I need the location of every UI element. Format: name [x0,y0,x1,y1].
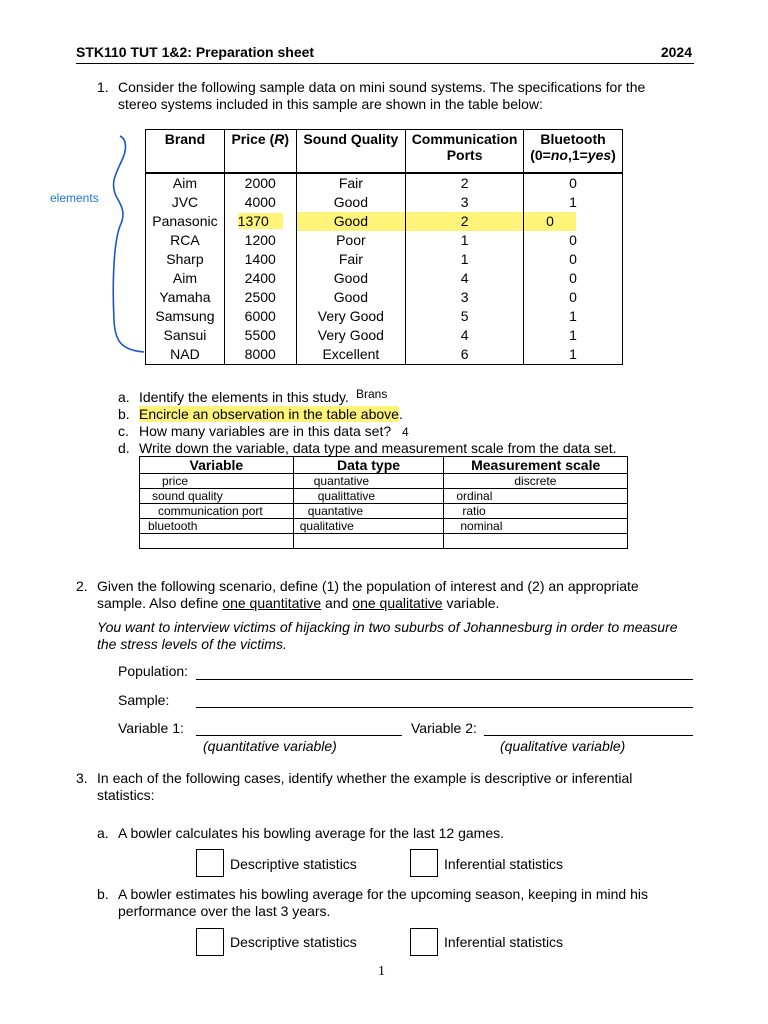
ports-cell: 4 [406,269,524,288]
col-header-communication-ports: Communication Ports [406,130,524,173]
q3b-text-line1: A bowler estimates his bowling average for the upcoming season, keeping in mind his [118,886,648,902]
brand-cell: RCA [146,231,225,250]
price-cell: 1370 [224,212,296,231]
q1a-text: Identify the elements in this study. [139,389,349,405]
brand-cell: Panasonic [146,212,225,231]
quality-cell: Very Good [296,307,406,326]
q3a-label: a. [97,825,109,841]
table-row [146,288,623,307]
variable2-label: Variable 2: [411,720,477,736]
brand-cell: Sansui [146,326,225,345]
ports-cell: 6 [406,345,524,365]
q3-intro-line1: In each of the following cases, identify whether the example is descriptive or inferential [97,770,633,786]
bluetooth-cell: 1 [524,307,623,326]
variable-cell: bluetooth [140,519,294,534]
q1b-label: b. [118,406,130,422]
col-header-variable: Variable [140,457,294,474]
variable1-hint: (quantitative variable) [203,738,337,754]
table-row [146,193,623,212]
population-answer-line[interactable] [196,679,693,680]
table-row [140,474,628,489]
q3b-descriptive-label: Descriptive statistics [230,934,357,950]
q1a-answer: Brans [356,387,388,401]
quality-cell: Fair [296,173,406,193]
table-row [146,307,623,326]
q3b-label: b. [97,886,109,902]
table-row [140,489,628,504]
ports-cell: 2 [406,173,524,193]
q3a-inferential-checkbox[interactable] [410,849,438,877]
bluetooth-cell: 0 [524,250,623,269]
price-cell: 5500 [224,326,296,345]
quality-cell: Good [296,212,406,231]
q3b-inferential-label: Inferential statistics [444,934,564,950]
col-header-sound-quality: Sound Quality [296,130,406,173]
table-row [146,250,623,269]
page-number: 1 [378,964,385,979]
scale-cell: ratio [444,504,628,519]
col-header-measurement-scale: Measurement scale [444,457,628,474]
price-cell: 2400 [224,269,296,288]
bluetooth-cell: 0 [524,269,623,288]
q3-intro-line2: statistics: [97,787,155,803]
table-row [146,173,623,193]
q1d-text: Write down the variable, data type and measurement scale from the data set. [139,440,617,456]
q1-number: 1. [97,79,109,95]
scale-cell [444,534,628,549]
col-header-data-type: Data type [293,457,444,474]
elements-annotation: elements [50,191,99,205]
price-cell: 1200 [224,231,296,250]
scale-cell: ordinal [444,489,628,504]
population-label: Population: [118,663,189,679]
scale-cell: nominal [444,519,628,534]
variable-cell: communication port [140,504,294,519]
q1-intro-line1: Consider the following sample data on mini sound systems. The specifications for the [118,79,646,95]
ports-cell: 3 [406,288,524,307]
header-year: 2024 [660,44,692,60]
brand-cell: NAD [146,345,225,365]
q2-intro-line1: Given the following scenario, define (1) the population of interest and (2) an appropriate [97,578,639,594]
data-type-cell: quantative [293,474,444,489]
page-header [76,44,694,64]
table-row [146,345,623,365]
q1c-label: c. [118,423,129,439]
bluetooth-cell: 1 [524,193,623,212]
quality-cell: Very Good [296,326,406,345]
q3-number: 3. [76,770,88,786]
sample-answer-line[interactable] [196,707,693,708]
price-cell: 6000 [224,307,296,326]
q1-intro-line2: stereo systems included in this sample are shown in the table below: [118,96,543,112]
q1b-text: Encircle an observation in the table above. [139,406,403,422]
col-header-brand: Brand [146,130,225,173]
header-title: STK110 TUT 1&2: Preparation sheet [76,44,315,60]
q3b-descriptive-checkbox[interactable] [196,928,224,956]
data-type-cell: quantative [293,504,444,519]
col-header-bluetooth: Bluetooth (0=no,1=yes) [524,130,623,173]
q2-scenario-line2: the stress levels of the victims. [97,636,287,652]
price-cell: 8000 [224,345,296,365]
bluetooth-cell: 0 [524,212,623,231]
table-row [146,326,623,345]
ports-cell: 4 [406,326,524,345]
table-row [140,534,628,549]
brand-cell: Sharp [146,250,225,269]
bluetooth-cell: 0 [524,288,623,307]
scale-cell: discrete [444,474,628,489]
q3b-text-line2: performance over the last 3 years. [118,903,331,919]
q1c-answer: 4 [402,425,409,439]
elements-bracket-annotation [100,130,150,360]
variable2-hint: (qualitative variable) [500,738,626,754]
q1a-label: a. [118,389,130,405]
brand-cell: Samsung [146,307,225,326]
brand-cell: Aim [146,269,225,288]
ports-cell: 1 [406,250,524,269]
q3a-descriptive-checkbox[interactable] [196,849,224,877]
quality-cell: Excellent [296,345,406,365]
sound-systems-table [145,129,623,365]
table-row [146,269,623,288]
bluetooth-cell: 1 [524,326,623,345]
ports-cell: 2 [406,212,524,231]
table-row [146,231,623,250]
bluetooth-cell: 0 [524,231,623,250]
q2-scenario-line1: You want to interview victims of hijacking in two suburbs of Johannesburg in order to measure [97,619,678,635]
q3a-inferential-label: Inferential statistics [444,856,564,872]
q2-number: 2. [76,578,88,594]
q3b-inferential-checkbox[interactable] [410,928,438,956]
q3a-descriptive-label: Descriptive statistics [230,856,357,872]
quality-cell: Good [296,193,406,212]
bluetooth-cell: 1 [524,345,623,365]
variable1-label: Variable 1: [118,720,184,736]
price-cell: 2000 [224,173,296,193]
data-type-cell: qualittative [293,489,444,504]
price-cell: 4000 [224,193,296,212]
ports-cell: 3 [406,193,524,212]
table-row [140,504,628,519]
bluetooth-cell: 0 [524,173,623,193]
brand-cell: Aim [146,173,225,193]
price-cell: 1400 [224,250,296,269]
quality-cell: Poor [296,231,406,250]
variable-cell: sound quality [140,489,294,504]
variables-table [139,456,628,549]
q1c-text: How many variables are in this data set? [139,423,392,439]
quality-cell: Good [296,269,406,288]
q1d-label: d. [118,440,130,456]
table-row-highlighted [146,212,623,231]
data-type-cell: qualitative [293,519,444,534]
variable2-answer-line[interactable] [484,735,693,736]
sample-label: Sample: [118,692,170,708]
q2-intro-line2: sample. Also define one quantitative and one qualitative variable. [97,595,500,611]
ports-cell: 1 [406,231,524,250]
col-header-price: Price (R) [224,130,296,173]
variable1-answer-line[interactable] [196,735,402,736]
ports-cell: 5 [406,307,524,326]
variable-cell: price [140,474,294,489]
quality-cell: Fair [296,250,406,269]
q3a-text: A bowler calculates his bowling average for the last 12 games. [118,825,504,841]
brand-cell: JVC [146,193,225,212]
data-type-cell [293,534,444,549]
quality-cell: Good [296,288,406,307]
brand-cell: Yamaha [146,288,225,307]
table-row [140,519,628,534]
variable-cell [140,534,294,549]
price-cell: 2500 [224,288,296,307]
